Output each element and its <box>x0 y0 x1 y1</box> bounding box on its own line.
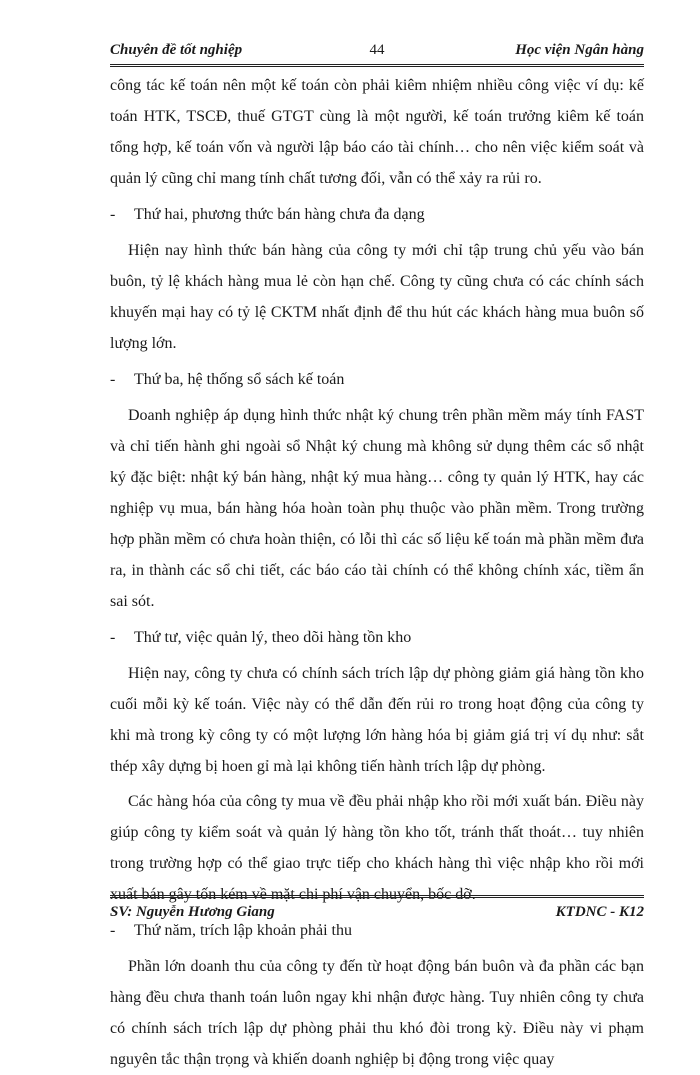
bullet-text: Thứ năm, trích lập khoản phải thu <box>134 922 352 939</box>
page-body <box>110 70 644 1075</box>
bullet-item-fourth <box>110 622 644 653</box>
paragraph-receivables: Phần lớn doanh thu của công ty đến từ hoạt động bán buôn và đa phần các bạn hàng đều chưa thanh toán luôn ngay khi nhận được hàng. Tuy nhiên công ty chưa có chính sách trích lập dự phòng phải thu khó đòi trong kỳ. Điều này vi phạm nguyên tắc thận trọng và khiến doanh nghiệp bị động trong việc quay <box>110 958 644 1068</box>
bullet-dash: - <box>110 371 116 388</box>
paragraph-inventory-provision: Hiện nay, công ty chưa có chính sách trích lập dự phòng giảm giá hàng tồn kho cuối mỗi kỳ kế toán. Việc này có thể dẫn đến rủi ro trong hoạt động của công ty khi mà trong kỳ công ty có một lượng lớn hàng hóa bị giảm giá trị ví dụ như: sắt thép xây dựng bị hoen gỉ mà lại không tiến hành trích lập dự phòng. <box>110 665 644 775</box>
page-number: 44 <box>369 42 385 58</box>
paragraph-inventory-import: Các hàng hóa của công ty mua về đều phải nhập kho rồi mới xuất bán. Điều này giúp công ty kiểm soát và quản lý hàng tồn kho tốt, tránh thất thoát… tuy nhiên trong trường hợp có thể giao trực tiếp cho khách hàng thì việc nhập kho rồi mới xuất bán gây tốn kém về mặt chi phí vận chuyển, bốc dỡ. <box>110 793 644 903</box>
page-footer <box>110 895 644 924</box>
bullet-text: Thứ tư, việc quản lý, theo dõi hàng tồn kho <box>134 629 412 646</box>
paragraph-accounting-books: Doanh nghiệp áp dụng hình thức nhật ký chung trên phần mềm máy tính FAST và chỉ tiến hành ghi ngoài sổ Nhật ký chung mà không sử dụng thêm các sổ nhật ký đặc biệt: nhật ký bán hàng, nhật ký mua hàng… công ty quản lý HTK, hay các nghiệp vụ mua, bán hàng hóa hoàn toàn phụ thuộc vào phần mềm. Trong trường hợp phần mềm có chưa hoàn thiện, có lỗi thì các số liệu kế toán mà phần mềm đưa ra, in thành các sổ chi tiết, các báo cáo tài chính có thể không chính xác, tiềm ẩn sai sót. <box>110 407 644 610</box>
paragraph-continuation: công tác kế toán nên một kế toán còn phải kiêm nhiệm nhiều công việc ví dụ: kế toán HTK, TSCĐ, thuế GTGT cùng là một người, kế toán trưởng kiêm kế toán tổng hợp, kế toán vốn và người lập báo cáo tài chính… cho nên việc kiểm soát và quản lý cũng chỉ mang tính chất tương đối, vẫn có thể xảy ra rủi ro. <box>110 77 644 187</box>
bullet-text: Thứ ba, hệ thống sổ sách kế toán <box>134 371 345 388</box>
bullet-text: Thứ hai, phương thức bán hàng chưa đa dạng <box>134 206 425 223</box>
bullet-dash: - <box>110 629 116 646</box>
page-header <box>110 38 644 67</box>
header-thesis-title: Chuyên đề tốt nghiệp <box>110 42 243 58</box>
paragraph-sales-methods: Hiện nay hình thức bán hàng của công ty mới chỉ tập trung chủ yếu vào bán buôn, tỷ lệ khách hàng mua lẻ còn hạn chế. Công ty cũng chưa có các chính sách khuyến mại hay có tỷ lệ CKTM nhất định để thu hút các khách hàng mua buôn số lượng lớn. <box>110 242 644 352</box>
bullet-dash: - <box>110 206 116 223</box>
bullet-item-second <box>110 199 644 230</box>
bullet-dash: - <box>110 922 116 939</box>
header-institution: Học viện Ngân hàng <box>515 42 644 58</box>
footer-class-code: KTDNC - K12 <box>555 904 644 920</box>
footer-student-name: SV: Nguyễn Hương Giang <box>110 904 275 920</box>
bullet-item-third <box>110 364 644 395</box>
